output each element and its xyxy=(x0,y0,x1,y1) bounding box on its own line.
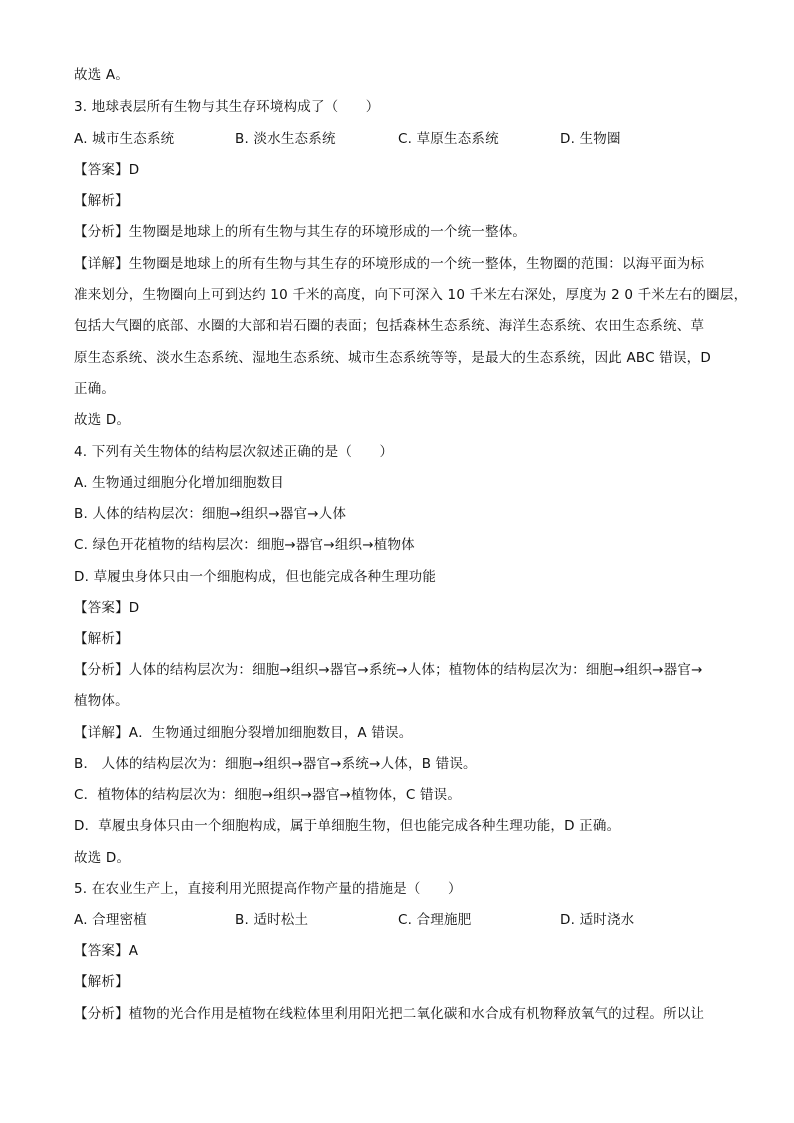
answer-select-line: 故选 A。 xyxy=(74,67,130,83)
detail-line: D．草履虫身体只由一个细胞构成，属于单细胞生物，但也能完成各种生理功能，D 正确。 xyxy=(74,818,621,834)
detail-line: 准来划分，生物圈向上可到达约 10 千米的高度，向下可深入 10 千米左右深处，厚度为 2 0 千米左右的圈层， xyxy=(74,287,748,303)
detail-line: 原生态系统、淡水生态系统、湿地生态系统、城市生态系统等等，是最大的生态系统，因此 ABC 错误，D xyxy=(74,350,711,366)
detail-line: 【详解】A．生物通过细胞分裂增加细胞数目，A 错误。 xyxy=(74,725,413,741)
detail-line: 【详解】生物圈是地球上的所有生物与其生存的环境形成的一个统一整体，生物圈的范围：以海平面为标 xyxy=(74,256,705,272)
question-5-options xyxy=(74,911,694,929)
option-c: C. 合理施肥 xyxy=(398,912,472,928)
option-b: B. 人体的结构层次：细胞→组织→器官→人体 xyxy=(74,506,347,522)
answer-line: 【答案】A xyxy=(74,943,139,959)
analysis-heading: 【解析】 xyxy=(74,974,129,990)
answer-select-line: 故选 D。 xyxy=(74,850,131,866)
option-b: B. 淡水生态系统 xyxy=(235,131,336,147)
answer-select-line: 故选 D。 xyxy=(74,412,131,428)
option-d: D. 生物圈 xyxy=(560,131,621,147)
question-3-options xyxy=(74,130,694,148)
option-d: D. 适时浇水 xyxy=(560,912,635,928)
question-3: 3. 地球表层所有生物与其生存环境构成了（ ） xyxy=(74,99,380,115)
detail-line: 正确。 xyxy=(74,381,116,397)
analysis-heading: 【解析】 xyxy=(74,193,129,209)
question-5: 5. 在农业生产上，直接利用光照提高作物产量的措施是（ ） xyxy=(74,881,462,897)
option-c: C. 绿色开花植物的结构层次：细胞→器官→组织→植物体 xyxy=(74,537,415,553)
answer-line: 【答案】D xyxy=(74,162,140,178)
analysis-line: 【分析】生物圈是地球上的所有生物与其生存的环境形成的一个统一整体。 xyxy=(74,224,527,240)
detail-line: C．植物体的结构层次为：细胞→组织→器官→植物体，C 错误。 xyxy=(74,787,462,803)
option-a: A. 城市生态系统 xyxy=(74,131,175,147)
analysis-heading: 【解析】 xyxy=(74,631,129,647)
analysis-line: 【分析】植物的光合作用是植物在线粒体里利用阳光把二氧化碳和水合成有机物释放氧气的过程。所以让 xyxy=(74,1006,705,1022)
option-b: B. 适时松土 xyxy=(235,912,309,928)
answer-line: 【答案】D xyxy=(74,600,140,616)
analysis-line: 【分析】人体的结构层次为：细胞→组织→器官→系统→人体；植物体的结构层次为：细胞→组织→器官→ xyxy=(74,662,703,678)
detail-line: 包括大气圈的底部、水圈的大部和岩石圈的表面；包括森林生态系统、海洋生态系统、农田生态系统、草 xyxy=(74,318,705,334)
option-d: D. 草履虫身体只由一个细胞构成，但也能完成各种生理功能 xyxy=(74,569,437,585)
question-4: 4. 下列有关生物体的结构层次叙述正确的是（ ） xyxy=(74,444,394,460)
analysis-line: 植物体。 xyxy=(74,693,129,709)
option-a: A. 合理密植 xyxy=(74,912,147,928)
option-c: C. 草原生态系统 xyxy=(398,131,499,147)
option-a: A. 生物通过细胞分化增加细胞数目 xyxy=(74,475,284,491)
detail-line: B． 人体的结构层次为：细胞→组织→器官→系统→人体，B 错误。 xyxy=(74,756,477,772)
